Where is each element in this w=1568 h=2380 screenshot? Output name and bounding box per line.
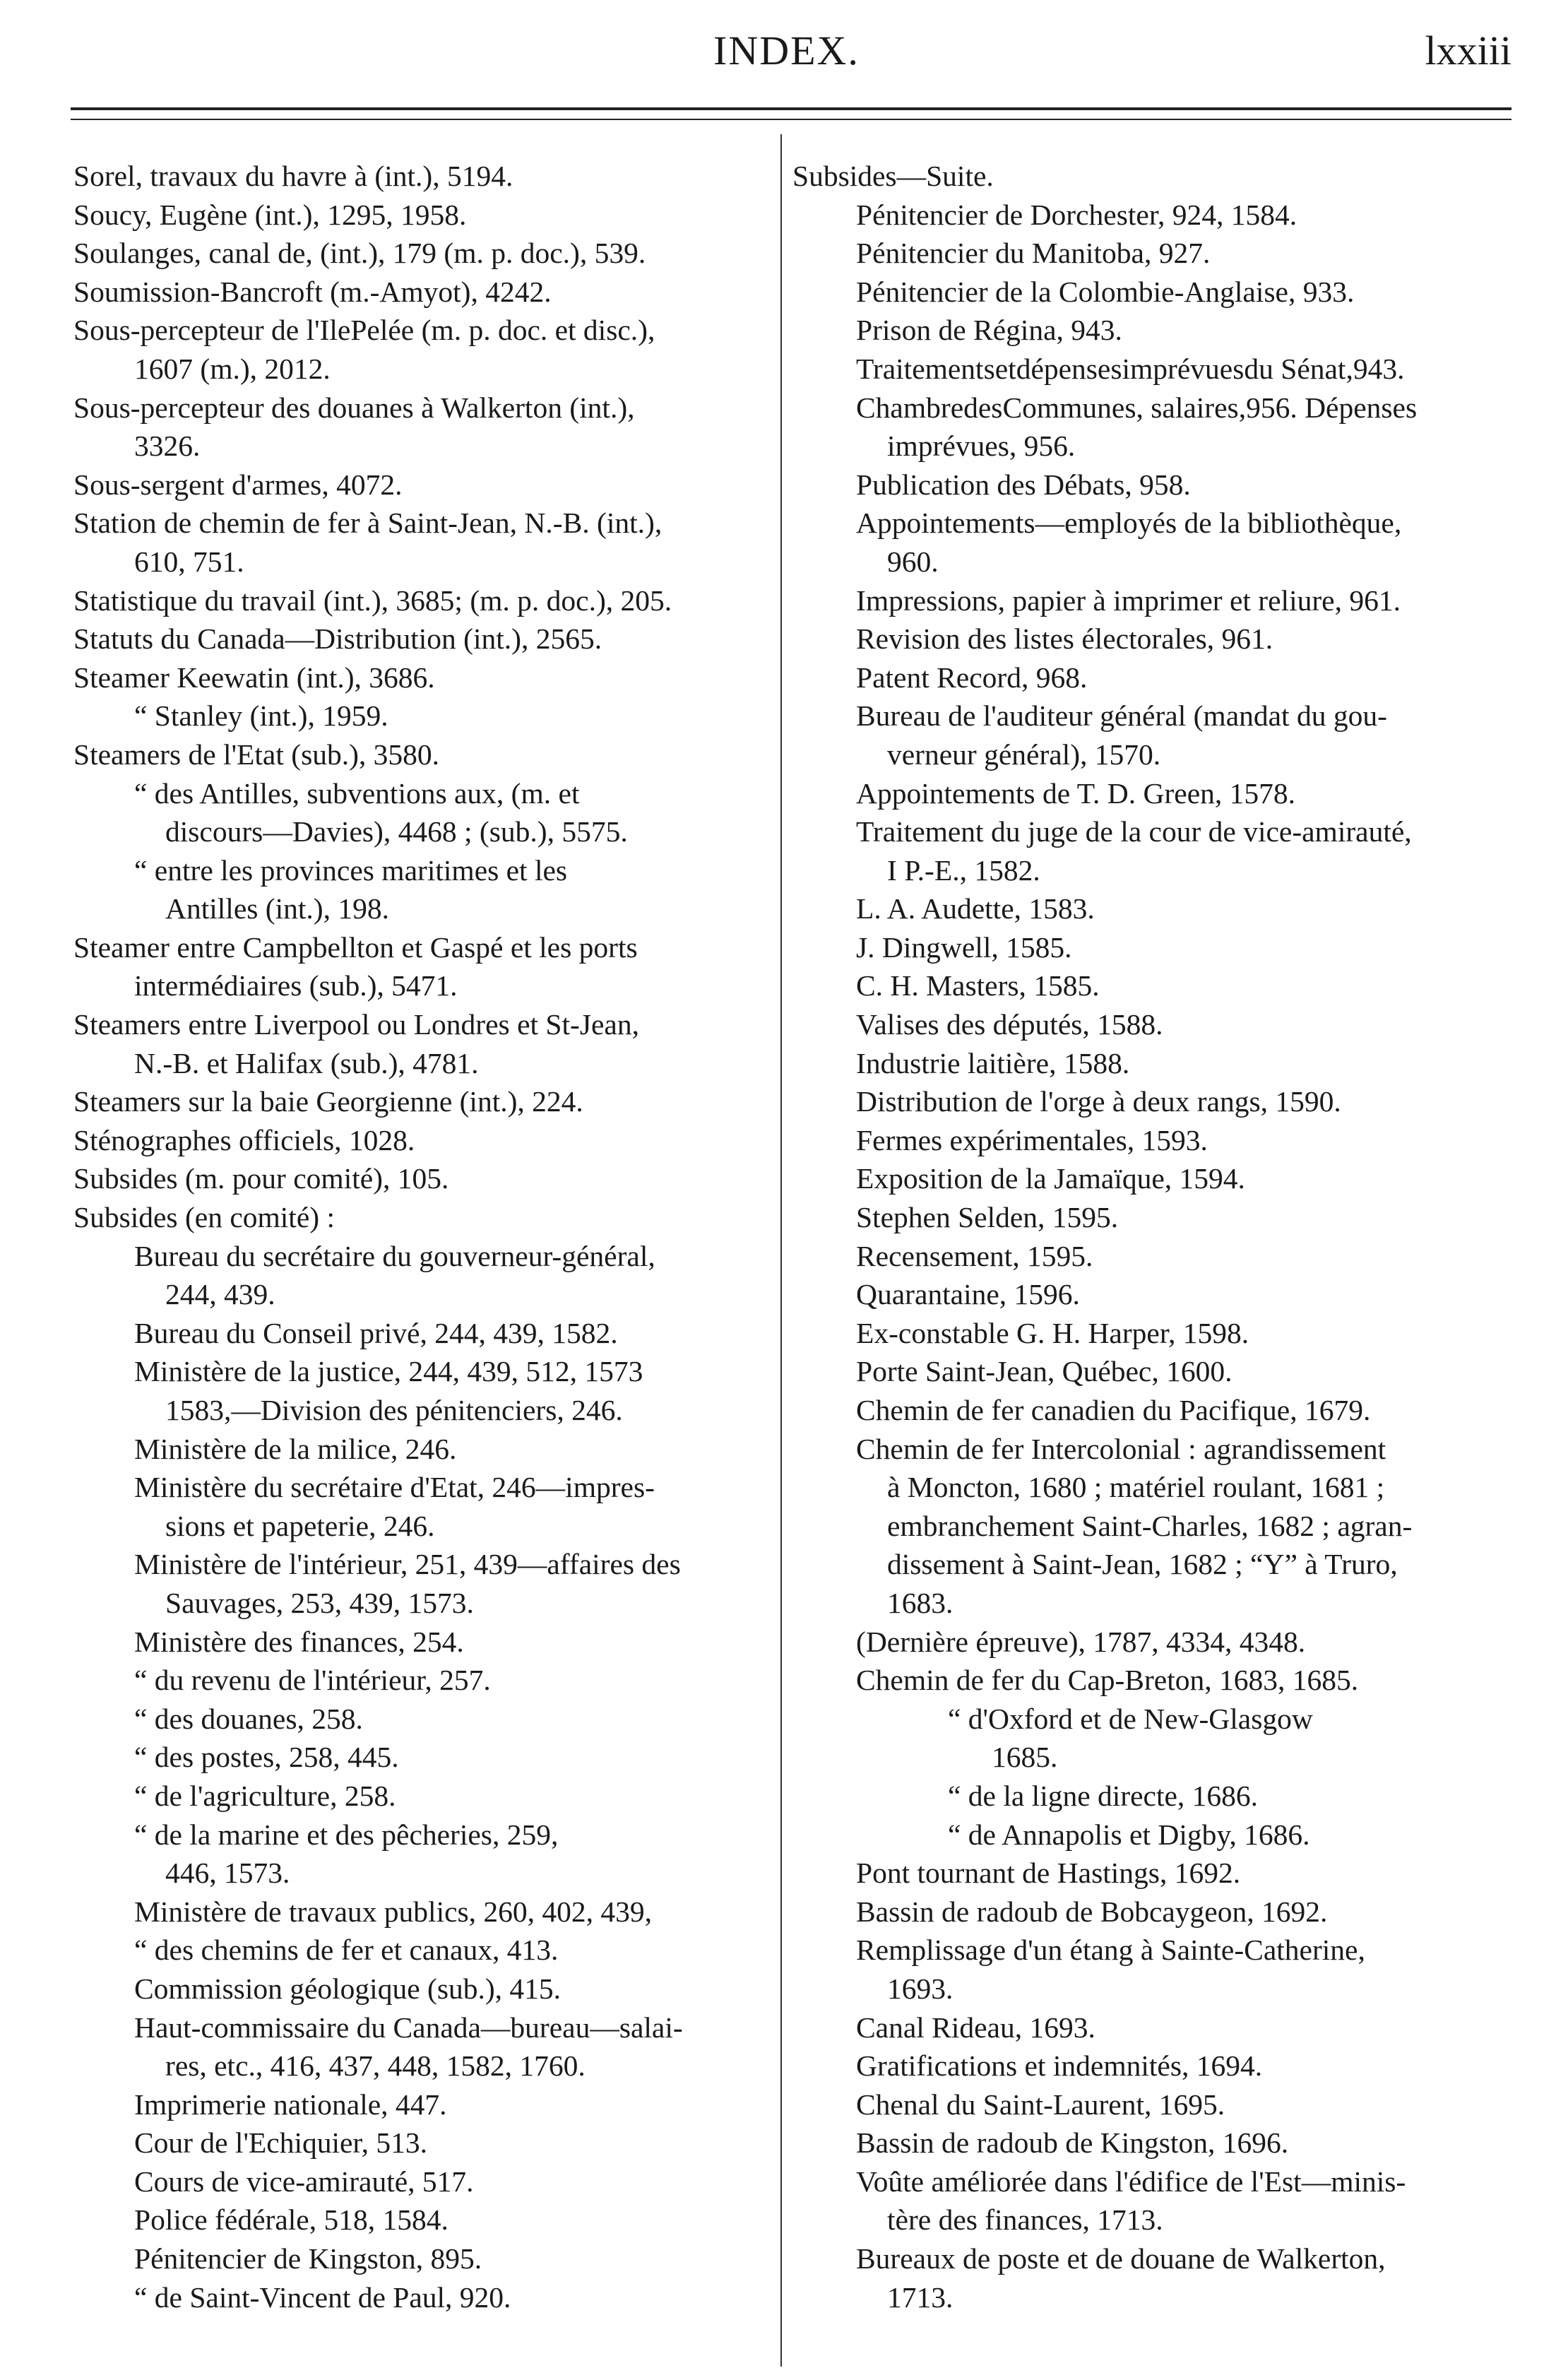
index-entry bbox=[73, 157, 773, 196]
column-divider bbox=[780, 134, 782, 2367]
index-entry-line: Remplissage d'un étang à Sainte-Catherine, bbox=[856, 1934, 1365, 1967]
index-entry-line: Ex-constable G. H. Harper, 1598. bbox=[856, 1316, 1249, 1349]
page-title: INDEX. bbox=[713, 28, 860, 73]
index-entry-line: Valises des députés, 1588. bbox=[856, 1008, 1163, 1041]
index-entry-line: Police fédérale, 518, 1584. bbox=[134, 2203, 449, 2237]
index-entry bbox=[792, 2047, 1502, 2085]
index-entry bbox=[73, 2201, 773, 2239]
index-entry-line: 1583,—Division des pénitenciers, 246. bbox=[165, 1394, 623, 1426]
index-entry bbox=[792, 2162, 1502, 2239]
index-entry-line: embranchement Saint-Charles, 1682 ; agran- bbox=[887, 1509, 1413, 1542]
index-entry bbox=[792, 1352, 1502, 1391]
index-entry-line: Stephen Selden, 1595. bbox=[856, 1201, 1119, 1234]
index-entry-line: “ de la ligne directe, 1686. bbox=[948, 1779, 1259, 1812]
index-entry bbox=[73, 2008, 773, 2085]
index-entry bbox=[792, 1893, 1502, 1931]
index-entry-line: Chemin de fer du Cap-Breton, 1683, 1685. bbox=[856, 1664, 1359, 1697]
index-entry-line: Pénitencier de la Colombie-Anglaise, 933. bbox=[856, 275, 1355, 308]
index-entry-line: Ministère de la milice, 246. bbox=[134, 1432, 457, 1465]
index-entry bbox=[73, 1314, 773, 1353]
index-entry-line: verneur général), 1570. bbox=[887, 738, 1161, 771]
index-entry-line: “ des postes, 258, 445. bbox=[134, 1741, 399, 1774]
index-entry-line: “ de la marine et des pêcheries, 259, bbox=[134, 1818, 559, 1851]
index-entry-line: Pont tournant de Hastings, 1692. bbox=[856, 1857, 1241, 1890]
index-entry bbox=[73, 851, 773, 928]
index-entry bbox=[73, 1970, 773, 2008]
index-entry-line: Chenal du Saint-Laurent, 1695. bbox=[856, 2088, 1225, 2121]
index-entry bbox=[73, 1005, 773, 1082]
index-entry bbox=[73, 1700, 773, 1739]
index-entry bbox=[73, 196, 773, 235]
index-entry-line: Soulanges, canal de, (int.), 179 (m. p. doc.), 539. bbox=[73, 237, 646, 270]
index-entry-line: N.-B. et Halifax (sub.), 4781. bbox=[134, 1046, 479, 1079]
index-entry-line: tère des finances, 1713. bbox=[887, 2203, 1163, 2237]
index-entry bbox=[792, 1623, 1502, 1662]
index-entry bbox=[792, 350, 1502, 389]
index-entry-line: (Dernière épreuve), 1787, 4334, 4348. bbox=[856, 1625, 1306, 1658]
index-entry-line: 610, 751. bbox=[134, 545, 244, 578]
index-entry-line: Prison de Régina, 943. bbox=[856, 314, 1122, 347]
index-entry-line: discours—Davies), 4468 ; (sub.), 5575. bbox=[165, 815, 628, 848]
index-entry-line: Exposition de la Jamaïque, 1594. bbox=[856, 1162, 1245, 1195]
index-entry bbox=[73, 1623, 773, 1662]
index-entry-line: Subsides (en comité) : bbox=[73, 1201, 335, 1234]
index-entry-line: “ Stanley (int.), 1959. bbox=[134, 699, 388, 733]
index-entry-line: imprévues, 956. bbox=[887, 430, 1076, 463]
index-entry-line: Canal Rideau, 1693. bbox=[856, 2011, 1095, 2044]
index-entry-line: Bureau du Conseil privé, 244, 439, 1582. bbox=[134, 1316, 618, 1349]
index-entry-line: Publication des Débats, 958. bbox=[856, 468, 1191, 501]
index-entry bbox=[792, 774, 1502, 813]
index-entry-line: “ des chemins de fer et canaux, 413. bbox=[134, 1934, 559, 1967]
index-entry-line: Statistique du travail (int.), 3685; (m. p. doc.), 205. bbox=[73, 584, 672, 617]
index-entry-line: “ de Annapolis et Digby, 1686. bbox=[948, 1818, 1310, 1851]
index-entry-line: intermédiaires (sub.), 5471. bbox=[134, 969, 458, 1002]
index-entry-line: Bassin de radoub de Bobcaygeon, 1692. bbox=[856, 1895, 1328, 1928]
index-entry-line: J. Dingwell, 1585. bbox=[856, 930, 1072, 964]
index-entry-line: Steamers entre Liverpool ou Londres et St-Jean, bbox=[73, 1008, 639, 1041]
index-entry-line: Steamers de l'Etat (sub.), 3580. bbox=[73, 738, 440, 771]
index-entry bbox=[792, 2124, 1502, 2162]
index-entry-line: “ de l'agriculture, 258. bbox=[134, 1779, 396, 1812]
index-entry bbox=[73, 620, 773, 658]
index-entry-line: “ entre les provinces maritimes et les bbox=[134, 853, 568, 887]
index-entry bbox=[792, 620, 1502, 658]
index-entry-line: Soumission-Bancroft (m.-Amyot), 4242. bbox=[73, 275, 552, 308]
index-entry-line: Steamers sur la baie Georgienne (int.), 224. bbox=[73, 1085, 583, 1118]
index-entry bbox=[792, 1005, 1502, 1044]
index-entry bbox=[792, 273, 1502, 312]
index-entry bbox=[73, 1738, 773, 1777]
index-entry-line: 1683. bbox=[887, 1586, 954, 1619]
index-entry-line: L. A. Audette, 1583. bbox=[856, 892, 1095, 925]
index-entry-line: 960. bbox=[887, 545, 939, 578]
index-entry-line: ChambredesCommunes, salaires,956. Dépenses bbox=[856, 391, 1418, 424]
index-entry-line: Traitementsetdépensesimprévuesdu Sénat,943. bbox=[856, 352, 1405, 385]
index-entry-line: 1607 (m.), 2012. bbox=[134, 352, 331, 385]
index-entry-line: Sténographes officiels, 1028. bbox=[73, 1123, 415, 1156]
index-entry-line: Recensement, 1595. bbox=[856, 1239, 1093, 1272]
index-entry-line: 1685. bbox=[992, 1741, 1058, 1774]
index-entry bbox=[792, 1159, 1502, 1198]
index-entry bbox=[792, 658, 1502, 697]
index-entry-line: sions et papeterie, 246. bbox=[165, 1509, 435, 1542]
index-entry bbox=[792, 1661, 1502, 1700]
index-entry bbox=[792, 466, 1502, 504]
index-entry-line: Chemin de fer canadien du Pacifique, 1679. bbox=[856, 1394, 1371, 1426]
index-entry bbox=[73, 697, 773, 735]
index-entry bbox=[73, 735, 773, 774]
index-entry-line: Sous-percepteur des douanes à Walkerton (int.), bbox=[73, 391, 635, 424]
index-entry bbox=[73, 504, 773, 581]
index-entry bbox=[73, 1237, 773, 1314]
index-entry-line: Patent Record, 968. bbox=[856, 661, 1088, 694]
index-entry-line: “ d'Oxford et de New-Glasgow bbox=[948, 1702, 1313, 1735]
index-entry-line: Ministère de la justice, 244, 439, 512, 1573 bbox=[134, 1355, 643, 1388]
index-column-right bbox=[792, 157, 1502, 2316]
index-entry-line: Traitement du juge de la cour de vice-amirauté, bbox=[856, 815, 1412, 848]
index-entry bbox=[792, 2239, 1502, 2316]
index-entry-line: Sous-percepteur de l'IlePelée (m. p. doc. et disc.), bbox=[73, 314, 655, 347]
index-entry-line: “ de Saint-Vincent de Paul, 920. bbox=[134, 2280, 511, 2314]
index-entry bbox=[792, 196, 1502, 235]
index-entry-line: à Moncton, 1680 ; matériel roulant, 1681 ; bbox=[887, 1471, 1385, 1504]
index-entry bbox=[73, 2278, 773, 2317]
index-entry-line: 3326. bbox=[134, 430, 201, 463]
index-entry bbox=[73, 1468, 773, 1545]
index-entry bbox=[792, 1931, 1502, 2008]
index-entry bbox=[792, 1198, 1502, 1237]
index-entry bbox=[73, 1198, 773, 1237]
index-entry-line: Revision des listes électorales, 961. bbox=[856, 622, 1273, 656]
index-entry-line: Gratifications et indemnités, 1694. bbox=[856, 2049, 1263, 2083]
index-entry-line: Appointements de T. D. Green, 1578. bbox=[856, 776, 1295, 810]
index-entry bbox=[73, 2124, 773, 2162]
index-entry bbox=[73, 774, 773, 851]
index-entry-line: Cour de l'Echiquier, 513. bbox=[134, 2126, 427, 2160]
index-entry-line: “ des douanes, 258. bbox=[134, 1702, 363, 1735]
index-entry-line: Sauvages, 253, 439, 1573. bbox=[165, 1586, 474, 1619]
index-entry bbox=[73, 1121, 773, 1160]
index-entry bbox=[792, 1777, 1502, 1816]
index-entry bbox=[73, 1430, 773, 1469]
index-entry bbox=[792, 1314, 1502, 1353]
index-entry bbox=[73, 1661, 773, 1700]
index-entry-line: Sorel, travaux du havre à (int.), 5194. bbox=[73, 160, 513, 192]
index-entry bbox=[73, 658, 773, 697]
index-entry-line: Appointements—employés de la bibliothèque, bbox=[856, 507, 1402, 540]
index-entry-line: Bureau du secrétaire du gouverneur-général, bbox=[134, 1239, 655, 1272]
index-entry bbox=[73, 273, 773, 312]
index-entry bbox=[792, 1816, 1502, 1854]
index-entry bbox=[792, 889, 1502, 928]
index-entry bbox=[792, 1700, 1502, 1777]
index-entry bbox=[792, 157, 1502, 196]
index-entry-line: Impressions, papier à imprimer et reliure, 961. bbox=[856, 584, 1401, 617]
index-entry bbox=[792, 1391, 1502, 1430]
index-entry bbox=[73, 2239, 773, 2278]
index-entry-line: Ministère de l'intérieur, 251, 439—affaires des bbox=[134, 1548, 681, 1581]
index-entry bbox=[73, 1545, 773, 1622]
index-entry bbox=[792, 697, 1502, 774]
index-entry-line: Cours de vice-amirauté, 517. bbox=[134, 2165, 474, 2198]
index-entry bbox=[792, 1275, 1502, 1314]
index-entry-line: Porte Saint-Jean, Québec, 1600. bbox=[856, 1355, 1233, 1388]
index-entry bbox=[792, 1430, 1502, 1623]
index-entry-line: 1713. bbox=[887, 2280, 954, 2314]
index-entry bbox=[73, 1893, 773, 1931]
index-entry bbox=[73, 1816, 773, 1893]
index-entry-line: Statuts du Canada—Distribution (int.), 2565. bbox=[73, 622, 602, 656]
index-entry-line: I P.-E., 1582. bbox=[887, 853, 1040, 887]
index-entry-line: Voûte améliorée dans l'édifice de l'Est—minis- bbox=[856, 2165, 1406, 2198]
index-entry-line: Chemin de fer Intercolonial : agrandissement bbox=[856, 1432, 1386, 1465]
index-entry-line: Sous-sergent d'armes, 4072. bbox=[73, 468, 403, 501]
index-entry bbox=[73, 1931, 773, 1970]
page-number: lxxiii bbox=[1425, 28, 1511, 73]
index-entry-line: dissement à Saint-Jean, 1682 ; “Y” à Truro, bbox=[887, 1548, 1398, 1581]
index-entry bbox=[73, 1159, 773, 1198]
index-entry-line: Bassin de radoub de Kingston, 1696. bbox=[856, 2126, 1289, 2160]
page-header bbox=[0, 27, 1568, 83]
index-entry-line: Ministère des finances, 254. bbox=[134, 1625, 464, 1658]
index-entry-line: Pénitencier de Dorchester, 924, 1584. bbox=[856, 198, 1297, 231]
index-entry bbox=[792, 1854, 1502, 1893]
index-entry-line: Ministère de travaux publics, 260, 402, 439, bbox=[134, 1895, 653, 1928]
index-entry bbox=[73, 2162, 773, 2201]
index-entry bbox=[792, 389, 1502, 466]
index-entry bbox=[792, 311, 1502, 350]
index-entry-line: “ du revenu de l'intérieur, 257. bbox=[134, 1664, 491, 1697]
index-entry-line: 446, 1573. bbox=[165, 1857, 290, 1890]
index-entry-line: Industrie laitière, 1588. bbox=[856, 1046, 1130, 1079]
index-entry bbox=[792, 234, 1502, 273]
index-entry-line: Antilles (int.), 198. bbox=[165, 892, 389, 925]
index-entry bbox=[792, 1237, 1502, 1276]
index-entry bbox=[73, 1352, 773, 1429]
index-entry bbox=[792, 1121, 1502, 1160]
header-rule-secondary bbox=[71, 119, 1511, 120]
index-entry-line: “ des Antilles, subventions aux, (m. et bbox=[134, 776, 580, 810]
index-entry-line: Subsides (m. pour comité), 105. bbox=[73, 1162, 449, 1195]
index-entry-line: Soucy, Eugène (int.), 1295, 1958. bbox=[73, 198, 467, 231]
index-entry-line: Subsides—Suite. bbox=[792, 160, 994, 192]
index-entry bbox=[73, 1777, 773, 1816]
index-entry-line: 244, 439. bbox=[165, 1278, 275, 1311]
index-entry bbox=[792, 928, 1502, 967]
index-entry bbox=[73, 466, 773, 504]
index-entry bbox=[792, 812, 1502, 889]
index-entry bbox=[73, 234, 773, 273]
index-entry-line: Pénitencier de Kingston, 895. bbox=[134, 2242, 482, 2275]
index-entry bbox=[792, 2008, 1502, 2047]
index-entry-line: Distribution de l'orge à deux rangs, 1590. bbox=[856, 1085, 1341, 1118]
index-entry-line: Haut-commissaire du Canada—bureau—salai- bbox=[134, 2011, 683, 2044]
index-entry bbox=[792, 966, 1502, 1005]
index-column-left bbox=[73, 157, 773, 2316]
index-entry-line: Steamer entre Campbellton et Gaspé et les ports bbox=[73, 930, 638, 964]
index-entry bbox=[792, 2085, 1502, 2124]
index-entry bbox=[73, 581, 773, 620]
index-entry bbox=[73, 928, 773, 1005]
index-entry-line: Fermes expérimentales, 1593. bbox=[856, 1123, 1208, 1156]
header-rule bbox=[71, 107, 1511, 110]
index-entry bbox=[792, 504, 1502, 581]
index-entry-line: Steamer Keewatin (int.), 3686. bbox=[73, 661, 435, 694]
index-entry-line: 1693. bbox=[887, 1972, 954, 2005]
index-entry bbox=[73, 389, 773, 466]
index-entry-line: Bureau de l'auditeur général (mandat du gou- bbox=[856, 699, 1387, 733]
index-entry-line: Station de chemin de fer à Saint-Jean, N.-B. (int.), bbox=[73, 507, 663, 540]
index-entry-line: Quarantaine, 1596. bbox=[856, 1278, 1080, 1311]
index-entry-line: Imprimerie nationale, 447. bbox=[134, 2088, 447, 2121]
index-entry-line: Commission géologique (sub.), 415. bbox=[134, 1972, 562, 2005]
index-entry-line: Pénitencier du Manitoba, 927. bbox=[856, 237, 1211, 270]
index-entry bbox=[792, 581, 1502, 620]
index-entry-line: Bureaux de poste et de douane de Walkerton, bbox=[856, 2242, 1386, 2275]
index-entry bbox=[73, 311, 773, 388]
index-entry-line: C. H. Masters, 1585. bbox=[856, 969, 1100, 1002]
index-entry bbox=[792, 1082, 1502, 1121]
index-entry bbox=[73, 2085, 773, 2124]
index-entry-line: res, etc., 416, 437, 448, 1582, 1760. bbox=[165, 2049, 586, 2083]
index-entry-line: Ministère du secrétaire d'Etat, 246—impres- bbox=[134, 1471, 655, 1504]
index-entry bbox=[792, 1044, 1502, 1083]
index-entry bbox=[73, 1082, 773, 1121]
